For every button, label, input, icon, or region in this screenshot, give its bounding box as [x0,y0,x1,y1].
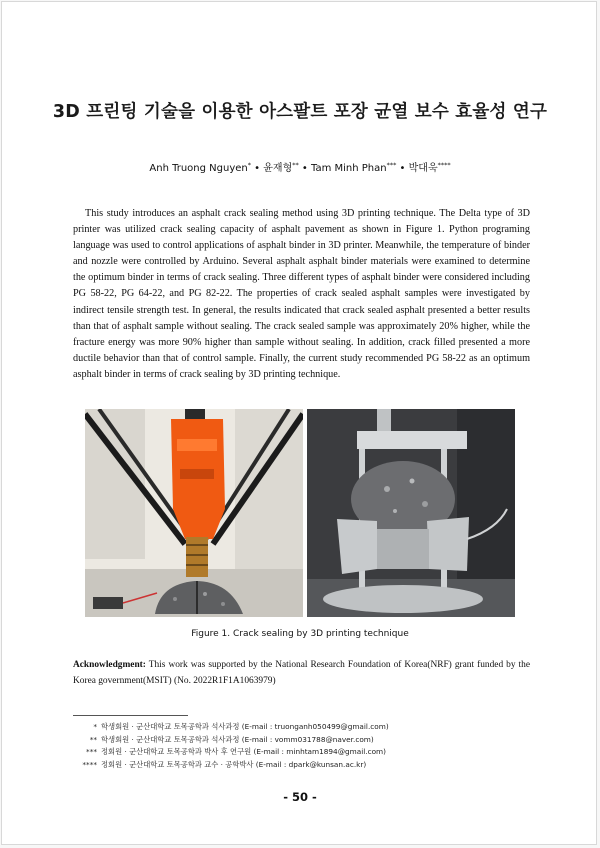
author-separator: • [396,163,409,174]
footnote-divider [73,715,188,716]
author-3: Tam Minh Phan*** [311,161,397,174]
footnote-3: *** 정회원 · 군산대학교 토목공학과 박사 후 연구원 (E-mail : minhtam1894@gmail.com) [86,747,387,757]
fixture-illustration [307,409,515,617]
author-line [2,159,598,174]
figure-test-fixture-photo [307,409,515,617]
author-1: Anh Truong Nguyen* [149,161,251,174]
author-separator: • [250,163,264,174]
abstract-paragraph: This study introduces an asphalt crack sealing method using 3D printing technique. The Delta type of 3D printer was utilized crack sealing capacity of asphalt pavement as shown in Figure 1. Python programing language was used to control applications of asphalt binder in 3D printer. Meanwhile, the temperature of binder and nozzle were controlled by Arduino. Several asphalt asphalt binder materials were examined to determine the optimum binder in terms of crack sealing. Three different types of asphalt binder were considered including PG 58-22, PG 64-22, and PG 82-22. The properties of crack sealed asphalt samples were investigated by indirect tensile strength test. In general, the results indicated that crack sealed asphalt presented a better results than that of asphalt sample without sealing. The crack sealed sample was approximately 20% higher, while the fracture energy was more 90% higher than sample without sealing. In addition, crack filled presented a more ductile behavior than that of control sample. Finally, the current study recommended PG 58-22 as an optimum asphalt binder in terms of crack sealing by 3D printing technique. [73,208,530,380]
footnote-1: * 학생회원 · 군산대학교 토목공학과 석사과정 (E-mail : truonganh050499@gmail.com) [93,722,389,731]
acknowledgment [73,658,530,689]
acknowledgment-text: This work was supported by the National Research Foundation of Korea(NRF) grant funded by the Korea government(MSIT) (No. 2022R1F1A1063979) [73,660,530,686]
paper-page [1,1,597,845]
author-4: 박대욱**** [408,161,451,174]
acknowledgment-label: Acknowledgment: [73,660,146,670]
footnote-2: ** 학생회원 · 군산대학교 토목공학과 석사과정 (E-mail : vomm031788@naver.com) [89,734,374,744]
figure-printer-photo [85,409,303,617]
footnote-4: **** 정회원 · 군산대학교 토목공학과 교수 · 공학박사 (E-mail : dpark@kunsan.ac.kr) [82,759,367,769]
paper-title: 3D 프린팅 기술을 이용한 아스팔트 포장 균열 보수 효율성 연구 [52,102,548,122]
printer-illustration [85,409,303,617]
page-number: - 50 - [283,790,317,804]
author-2: 윤재형** [263,161,299,174]
author-separator: • [298,163,311,174]
figure-caption: Figure 1. Crack sealing by 3D printing technique [191,629,409,639]
footnotes [73,721,533,771]
